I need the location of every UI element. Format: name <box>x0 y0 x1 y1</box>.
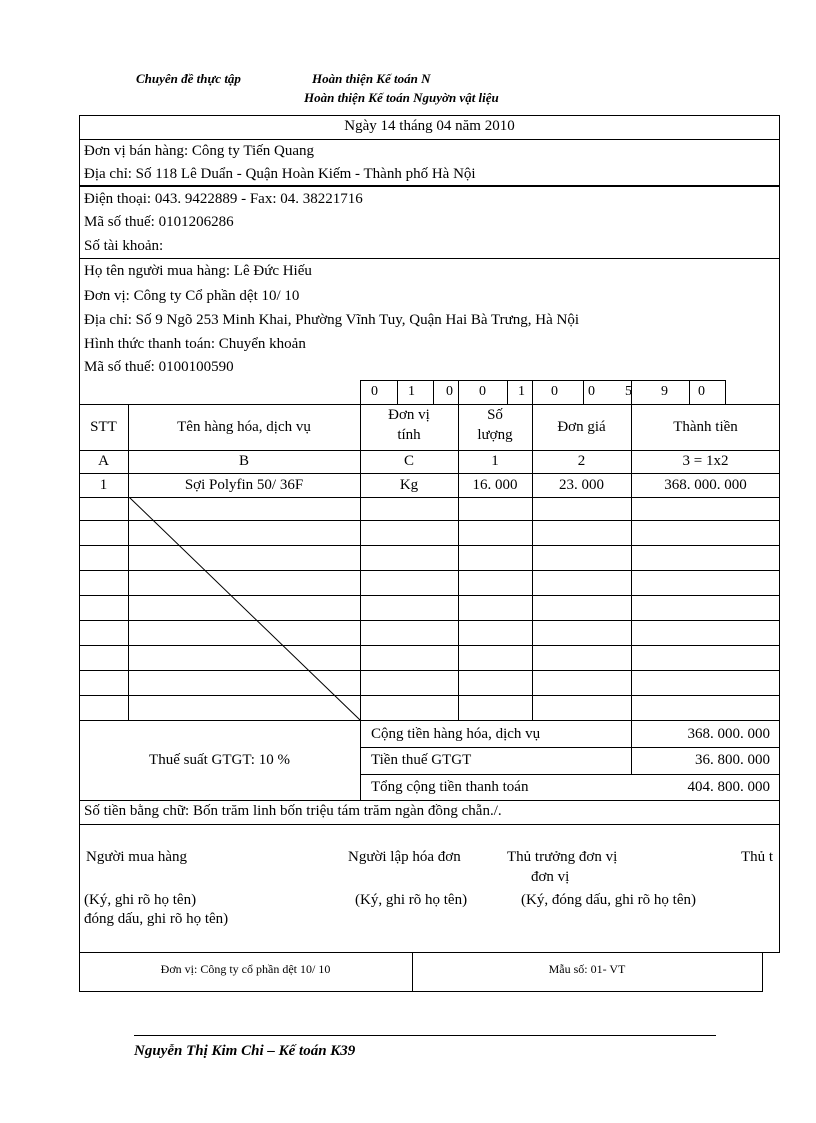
item-unit: Kg <box>399 477 419 493</box>
code-qty: 1 <box>491 453 499 469</box>
col-qty-l2: lượng <box>477 427 513 443</box>
header-subject: Chuyên đề thực tập <box>136 71 241 86</box>
tax-digit: 0 <box>588 384 595 399</box>
col-unit-l1: Đơn vị <box>388 407 430 423</box>
col-unit-l2: tính <box>397 427 421 443</box>
sig-head-line2: đơn vị <box>531 869 570 885</box>
header-topic: Hoàn thiện Kế toán Nguyờn vật liệu <box>304 90 499 105</box>
tax-digit: 0 <box>698 384 705 399</box>
col-price: Đơn giá <box>557 419 606 435</box>
tax-digit: 1 <box>408 384 415 399</box>
col-name: Tên hàng hóa, dịch vụ <box>177 419 311 435</box>
seller-name: Đơn vị bán hàng: Công ty Tiến Quang <box>84 143 315 159</box>
sig-head: Thủ trưởng đơn vị <box>507 849 618 865</box>
empty-rows-strike <box>129 497 360 720</box>
buyer-name: Họ tên người mua hàng: Lê Đức Hiếu <box>84 263 312 279</box>
sig-buyer: Người mua hàng <box>86 849 188 865</box>
footer-unit: Đơn vị: Công ty cổ phần dệt 10/ 10 <box>160 962 331 976</box>
code-price: 2 <box>577 453 586 469</box>
seller-account: Số tài khoản: <box>84 238 164 254</box>
sig-extra-note: đóng dấu, ghi rõ họ tên) <box>84 911 229 927</box>
buyer-payment-method: Hình thức thanh toán: Chuyển khoản <box>84 336 306 352</box>
seller-phone: Điện thoại: 043. 9422889 - Fax: 04. 38221716 <box>84 191 363 207</box>
subtotal-label: Cộng tiền hàng hóa, dịch vụ <box>371 726 541 742</box>
header-topic-short: Hoàn thiện Kế toán N <box>312 71 431 86</box>
sig-preparer-note: (Ký, ghi rõ họ tên) <box>355 892 468 908</box>
buyer-address: Địa chỉ: Số 9 Ngõ 253 Minh Khai, Phường Vĩnh Tuy, Quận Hai Bà Trưng, Hà Nội <box>84 312 580 328</box>
tax-digit: 5 <box>625 384 632 399</box>
buyer-unit: Đơn vị: Công ty Cổ phần dệt 10/ 10 <box>84 288 300 304</box>
footer-rule <box>134 1035 716 1036</box>
code-stt: A <box>98 453 109 469</box>
tax-digit: 0 <box>551 384 558 399</box>
buyer-tax-code: Mã số thuế: 0100100590 <box>84 359 234 375</box>
tax-digit: 1 <box>518 384 525 399</box>
item-qty: 16. 000 <box>472 477 518 493</box>
item-price: 23. 000 <box>559 477 604 493</box>
item-stt: 1 <box>99 477 108 493</box>
tax-digit: 9 <box>661 384 668 399</box>
code-name: B <box>238 453 249 469</box>
grand-total-label: Tổng cộng tiền thanh toán <box>371 779 529 795</box>
tax-digit: 0 <box>479 384 486 399</box>
vat-label: Tiền thuế GTGT <box>371 752 472 768</box>
footer-form: Mẫu số: 01- VT <box>548 962 626 976</box>
tax-digit: 0 <box>446 384 453 399</box>
sig-cut: Thủ t <box>741 849 774 865</box>
sig-buyer-note: (Ký, ghi rõ họ tên) <box>84 892 197 908</box>
sig-head-note: (Ký, đóng dấu, ghi rõ họ tên) <box>521 892 696 908</box>
invoice-date: Ngày 14 tháng 04 năm 2010 <box>344 118 515 134</box>
vat-rate: Thuế suất GTGT: 10 % <box>149 752 290 768</box>
col-amount: Thành tiền <box>673 419 738 435</box>
seller-address: Địa chỉ: Số 118 Lê Duẩn - Quận Hoàn Kiếm - Thành phố Hà Nội <box>84 166 476 182</box>
grand-total-value: 404. 800. 000 <box>687 779 770 795</box>
amount-in-words: Số tiền bằng chữ: Bốn trăm linh bốn triệu tám trăm ngàn đồng chẵn./. <box>84 803 502 819</box>
sig-preparer: Người lập hóa đơn <box>348 849 461 865</box>
col-qty-l1: Số <box>487 407 503 423</box>
item-amount: 368. 000. 000 <box>664 477 747 493</box>
item-name: Sợi Polyfin 50/ 36F <box>184 477 304 493</box>
code-amount: 3 = 1x2 <box>682 453 729 469</box>
page-footer: Nguyễn Thị Kim Chi – Kế toán K39 <box>134 1043 356 1059</box>
seller-tax-code: Mã số thuế: 0101206286 <box>84 214 234 230</box>
col-stt: STT <box>90 419 117 435</box>
code-unit: C <box>403 453 414 469</box>
subtotal-value: 368. 000. 000 <box>687 726 770 742</box>
vat-value: 36. 800. 000 <box>695 752 770 768</box>
tax-digit: 0 <box>371 384 378 399</box>
